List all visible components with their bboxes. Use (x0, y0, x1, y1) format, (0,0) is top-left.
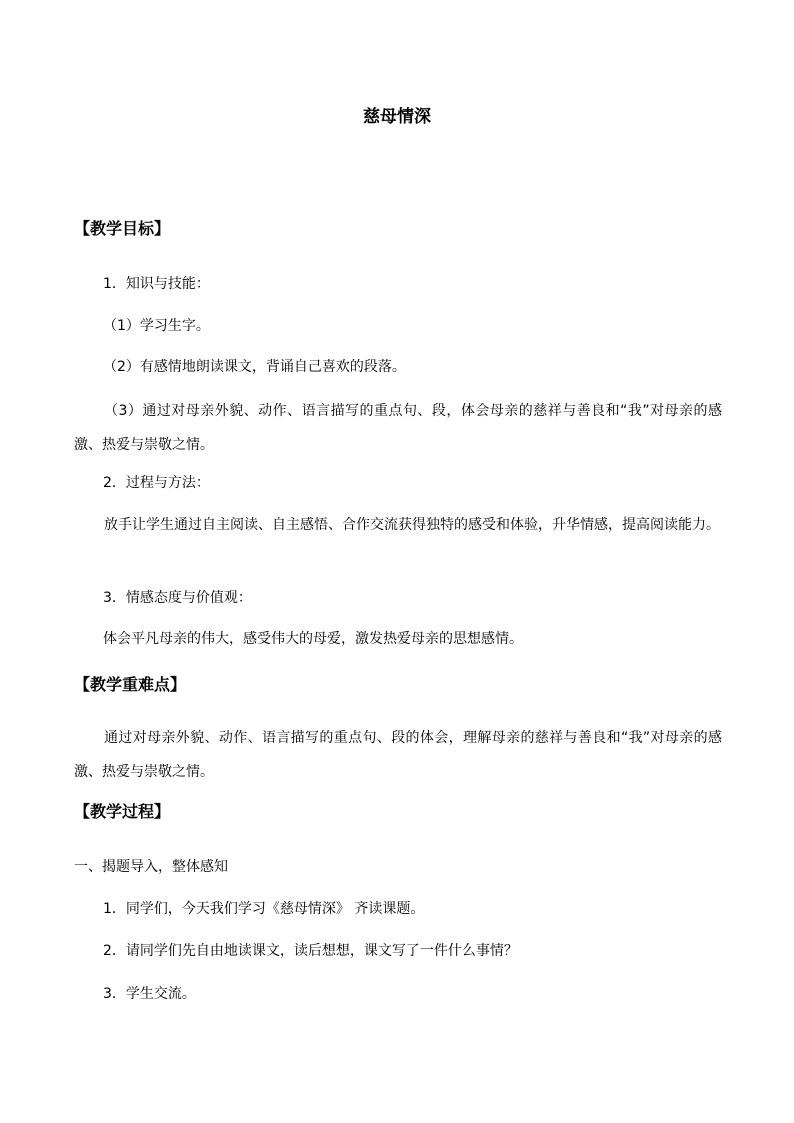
section-heading-keypoints: 【教学重难点】 (74, 675, 187, 694)
goal-item-1: 1．知识与技能： (103, 276, 210, 292)
keypoints-text: 通过对母亲外貌、动作、语言描写的重点句、段的体会，理解母亲的慈祥与善良和“我”对母亲的感激、热爱与崇敬之情。 (74, 730, 722, 780)
goal-item-1-1: （1）学习生字。 (103, 318, 210, 334)
process-step-3: 3．学生交流。 (103, 986, 196, 1002)
goal-item-2: 2．过程与方法： (103, 475, 210, 491)
section-heading-goals: 【教学目标】 (74, 219, 171, 238)
process-step-2: 2．请同学们先自由地读课文，读后想想，课文写了一件什么事情？ (103, 943, 518, 959)
section-heading-process: 【教学过程】 (74, 802, 171, 821)
process-part-1: 一、揭题导入，整体感知 (74, 859, 228, 875)
process-step-1: 1．同学们，今天我们学习《慈母情深》 齐读课题。 (103, 901, 425, 917)
document-title: 慈母情深 (363, 107, 431, 127)
goal-item-1-3: （3）通过对母亲外貌、动作、语言描写的重点句、段，体会母亲的慈祥与善良和“我”对母亲的感激、热爱与崇敬之情。 (74, 403, 722, 453)
goal-item-3-text: 体会平凡母亲的伟大，感受伟大的母爱，激发热爱母亲的思想感情。 (103, 631, 523, 647)
goal-item-2-text: 放手让学生通过自主阅读、自主感悟、合作交流获得独特的感受和体验，升华情感，提高阅读能力。 (104, 517, 720, 533)
goal-item-3: 3．情感态度与价值观： (103, 590, 252, 606)
goal-item-1-2: （2）有感情地朗读课文，背诵自己喜欢的段落。 (103, 359, 406, 375)
